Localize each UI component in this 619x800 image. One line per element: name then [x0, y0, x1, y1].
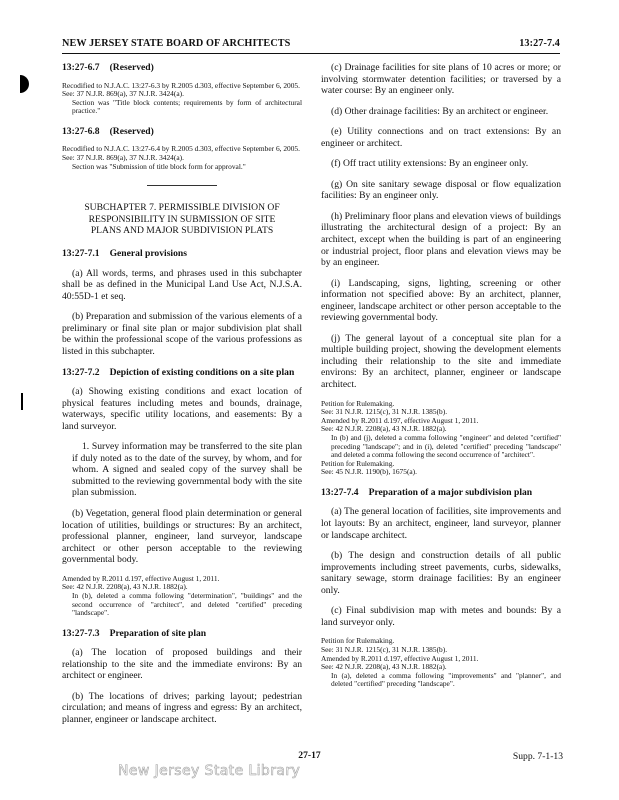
- section-heading: [62, 126, 302, 138]
- section-divider: [147, 185, 217, 186]
- paragraph: (b) Preparation and submission of the various elements of a preliminary or final site plan or major subdivision plat shall be within the professional scope of the various professions as listed in this subchapter.: [62, 311, 302, 357]
- paragraph: (d) Other drainage facilities: By an architect or engineer.: [331, 105, 549, 117]
- section-title: Depiction of existing conditions on a site plan: [109, 366, 295, 378]
- paragraph: (c) Drainage facilities for site plans of 10 acres or more; or involving stormwater detention facilities; or traversed by a water course: By an engineer only.: [321, 62, 561, 97]
- paragraph: (b) The locations of drives; parking layout; pedestrian circulation; and means of ingress and egress: By an architect, planner, engineer or landscape architect.: [62, 690, 302, 725]
- history-note-line: In (b) and (j), deleted a comma following "engineer" and deleted "certified" preceding "landscape"; and in (i), deleted "certified" preceding "landscape" and deleted a comma following the second occurrence of "architect".: [331, 432, 561, 460]
- header-section-number: 13:27-7.4: [519, 38, 560, 49]
- history-note: [321, 637, 561, 689]
- paragraph: (a) All words, terms, and phrases used in this subchapter shall be as defined in the Municipal Land Use Act, N.J.S.A. 40:55D-1 et seq.: [62, 267, 302, 302]
- margin-change-bar: [21, 393, 23, 410]
- paragraph: (a) The location of proposed buildings and their relationship to the site and the immediate environs: By an architect or engineer.: [62, 647, 302, 682]
- history-note: [62, 575, 302, 618]
- history-note-line: See: 42 N.J.R. 2208(a), 43 N.J.R. 1882(a).: [321, 424, 447, 434]
- page-number: 27-17: [298, 750, 321, 761]
- section-title: (Reserved): [109, 62, 154, 73]
- paragraph: 1. Survey information may be transferred to the site plan if duly noted as to the date of the survey, by whom, and for whom. A signed and sealed copy of the survey shall be submitted to the reviewing governmental body with the site plan submission.: [72, 441, 302, 499]
- history-note-line: Amended by R.2011 d.197, effective August 1, 2011.: [321, 653, 479, 663]
- section-heading: [62, 367, 302, 379]
- history-note-line: See: 37 N.J.R. 869(a), 37 N.J.R. 3424(a).: [62, 153, 184, 163]
- history-note-line: In (a), deleted a comma following "improvements" and "planner", and deleted "certified" preceding "landscape".: [331, 670, 561, 689]
- margin-bullet-mark: [20, 75, 29, 93]
- history-note-line: Recodified to N.J.A.C. 13:27-6.3 by R.2005 d.303, effective September 6, 2005.: [62, 80, 300, 90]
- history-note-line: See: 31 N.J.R. 1215(c), 31 N.J.R. 1385(b).: [321, 407, 448, 417]
- section-title: Preparation of a major subdivision plan: [368, 486, 533, 498]
- history-note-line: Amended by R.2011 d.197, effective August 1, 2011.: [62, 573, 220, 583]
- section-heading: [62, 62, 302, 74]
- section-heading: [62, 248, 302, 260]
- header-title: NEW JERSEY STATE BOARD OF ARCHITECTS: [62, 38, 291, 49]
- subchapter-heading-line: RESPONSIBILITY IN SUBMISSION OF SITE: [88, 213, 276, 225]
- history-note-line: Petition for Rulemaking.: [321, 458, 395, 468]
- section-number: 13:27-7.1: [62, 248, 100, 260]
- history-note: [62, 82, 302, 116]
- paragraph: (a) The general location of facilities, site improvements and lot layouts: By an architect, engineer, land surveyor, planner or landscape architect.: [321, 506, 561, 541]
- paragraph: (c) Final subdivision map with metes and bounds: By a land surveyor only.: [321, 605, 561, 628]
- library-watermark: New Jersey State Library: [118, 763, 301, 779]
- subchapter-heading-line: SUBCHAPTER 7. PERMISSIBLE DIVISION OF: [84, 202, 280, 214]
- section-number: 13:27-7.3: [62, 627, 100, 639]
- history-note-line: In (b), deleted a comma following "determination", "buildings" and the second occurrence of "architect", and deleted "certified" preceding "landscape".: [72, 590, 302, 618]
- section-title: Preparation of site plan: [109, 627, 207, 639]
- history-note-line: See: 45 N.J.R. 1190(b), 1675(a).: [321, 467, 417, 477]
- section-number: 13:27-6.8: [62, 125, 100, 137]
- history-note-line: Amended by R.2011 d.197, effective August 1, 2011.: [321, 415, 479, 425]
- history-note-line: See: 31 N.J.R. 1215(c), 31 N.J.R. 1385(b).: [321, 644, 448, 654]
- paragraph: (a) Showing existing conditions and exact location of physical features including metes and bounds, drainage, waterways, specific utility locations, and easements: By a land surveyor.: [62, 386, 302, 432]
- history-note: [321, 400, 561, 477]
- section-title: General provisions: [109, 248, 187, 260]
- section-number: 13:27-7.2: [62, 366, 100, 378]
- section-title: (Reserved): [109, 125, 154, 137]
- history-note-line: Petition for Rulemaking.: [321, 636, 395, 646]
- running-header: [62, 38, 560, 52]
- subchapter-heading: [62, 202, 302, 236]
- history-note: [62, 145, 302, 171]
- history-note-line: Recodified to N.J.A.C. 13:27-6.4 by R.2005 d.303, effective September 6, 2005.: [62, 144, 300, 154]
- section-number: 13:27-7.4: [321, 486, 359, 498]
- section-number: 13:27-6.7: [62, 62, 100, 73]
- left-column: [62, 62, 302, 735]
- paragraph: (b) The design and construction details of all public improvements including street pavements, curbs, sidewalks, sanitary sewage, storm drainage facilities: By an engineer only.: [321, 550, 561, 596]
- section-heading: [62, 628, 302, 640]
- paragraph: (b) Vegetation, general flood plain determination or general location of utilities, buildings or structures: By an architect, professional planner, engineer, land surveyor, landscape architect or other person acceptable to the reviewing governmental body.: [62, 507, 302, 566]
- section-heading: [321, 487, 561, 499]
- paragraph: (g) On site sanitary sewage disposal or flow equalization facilities: By an engineer only.: [321, 178, 561, 202]
- paragraph: (e) Utility connections and on tract extensions: By an engineer or architect.: [321, 126, 561, 149]
- history-note-line: Section was "Submission of title block form for approval.": [72, 161, 246, 171]
- subchapter-heading-line: PLANS AND MAJOR SUBDIVISION PLATS: [90, 224, 274, 236]
- paragraph: (h) Preliminary floor plans and elevation views of buildings illustrating the architectural design of a project: By an architect, except when the building is part of an engineering or industrial project, floor plans and elevation views may be by an engineer.: [321, 210, 561, 269]
- history-note-line: Petition for Rulemaking.: [321, 398, 395, 408]
- paragraph: (j) The general layout of a conceptual site plan for a multiple building project, showing the development elements including their relationship to the site and immediate environs: By an architect, planner, engineer or landscape architect.: [321, 332, 561, 391]
- paragraph: (f) Off tract utility extensions: By an engineer only.: [331, 158, 529, 170]
- right-column: [321, 62, 561, 699]
- paragraph: (i) Landscaping, signs, lighting, screening or other information not specified above: By an architect, planner, engineer, landscape architect or other person acceptable to the reviewing governmental body.: [321, 277, 561, 324]
- header-rule: [62, 53, 560, 54]
- history-note-line: See: 37 N.J.R. 869(a), 37 N.J.R. 3424(a).: [62, 89, 184, 99]
- history-note-line: See: 42 N.J.R. 2208(a), 43 N.J.R. 1882(a).: [62, 582, 188, 592]
- supplement-date: Supp. 7-1-13: [512, 751, 563, 762]
- history-note-line: Section was "Title block contents; requirements by form of architectural practice.": [72, 97, 302, 116]
- history-note-line: See: 42 N.J.R. 2208(a), 43 N.J.R. 1882(a).: [321, 662, 447, 672]
